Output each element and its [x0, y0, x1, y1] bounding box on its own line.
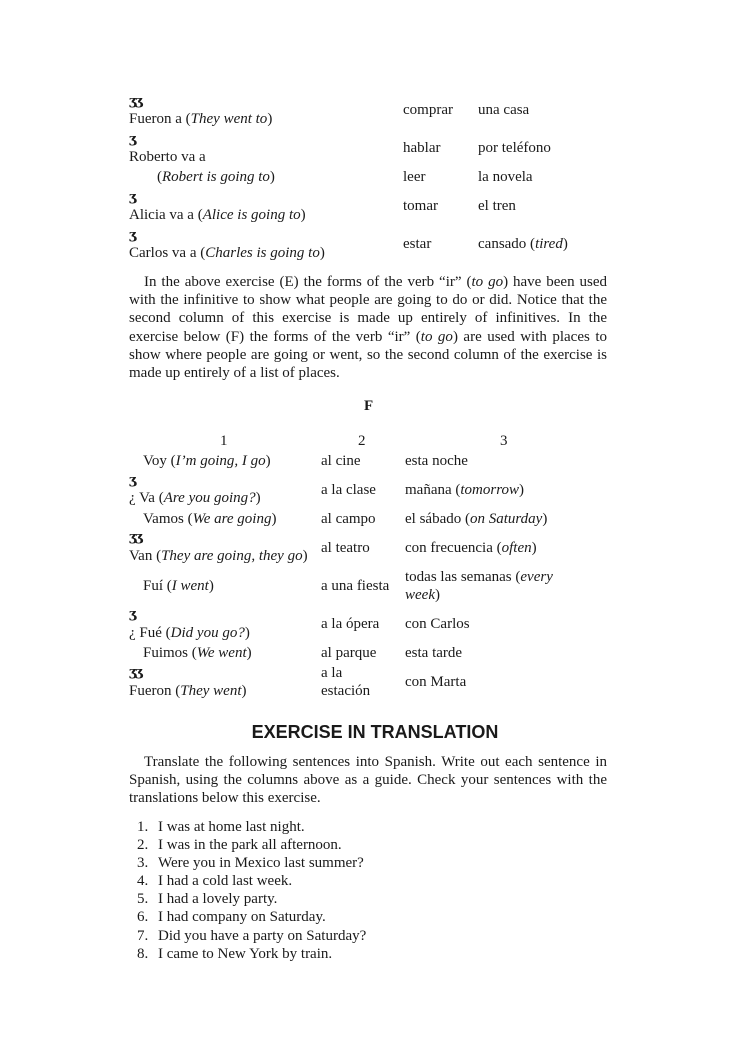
section-heading: EXERCISE IN TRANSLATION [251, 722, 499, 742]
gender-mark: ʒ [129, 132, 136, 147]
sentence-list [137, 818, 366, 963]
column-number: 2 [358, 433, 366, 449]
list-item: 8. I came to New York by train. [137, 945, 333, 962]
list-item: 6. I had company on Saturday. [137, 909, 326, 926]
verb-cell: comprar [403, 102, 453, 118]
place-cell: a la [321, 665, 343, 681]
list-item: 7. Did you have a party on Saturday? [137, 927, 367, 944]
place-cell: a una fiesta [321, 578, 390, 594]
subject-phrase: Fuimos (We went) [143, 645, 252, 661]
time-cell: el sábado (on Saturday) [405, 511, 548, 527]
subject-phrase: Fueron (They went) [129, 683, 247, 699]
subject-phrase: ¿ Fué (Did you go?) [129, 625, 250, 641]
column-number: 3 [500, 433, 508, 449]
verb-cell: hablar [403, 140, 441, 156]
column-number: 1 [220, 433, 228, 449]
list-item: 1. I was at home last night. [137, 819, 305, 835]
section-letter: F [364, 398, 374, 414]
object-cell: cansado (tired) [478, 236, 568, 252]
time-cell: esta tarde [405, 645, 463, 661]
subject-phrase: Fueron a (They went to) [129, 111, 273, 127]
subject-translation: (Robert is going to) [157, 169, 275, 185]
subject-phrase: Roberto va a [129, 149, 206, 165]
verb-cell: tomar [403, 198, 438, 214]
gender-mark: ʒ [129, 473, 136, 488]
verb-cell: estar [403, 236, 432, 252]
list-item: 2. I was in the park all afternoon. [137, 837, 342, 854]
verb-cell: leer [403, 169, 426, 185]
place-cell: a la clase [321, 482, 376, 498]
object-cell: el tren [478, 198, 516, 214]
place-cell: al parque [321, 645, 377, 661]
place-cell: al campo [321, 511, 376, 527]
time-cell-continued: week) [405, 587, 440, 603]
time-cell: con Carlos [405, 616, 470, 632]
gender-mark: ʒʒ [129, 530, 142, 545]
subject-phrase: Carlos va a (Charles is going to) [129, 245, 325, 261]
gender-mark: ʒʒ [129, 94, 142, 109]
gender-mark: ʒ [129, 228, 136, 243]
subject-phrase: ¿ Va (Are you going?) [129, 490, 261, 506]
time-cell: todas las semanas (every [405, 569, 553, 585]
subject-phrase: Vamos (We are going) [143, 511, 277, 527]
subject-phrase: Voy (I’m going, I go) [143, 453, 271, 469]
place-cell-continued: estación [321, 683, 371, 699]
object-cell: la novela [478, 169, 533, 185]
subject-phrase: Fuí (I went) [143, 578, 214, 594]
list-item: 3. Were you in Mexico last summer? [137, 855, 364, 872]
subject-phrase: Van (They are going, they go) [129, 548, 308, 564]
object-cell: una casa [478, 102, 530, 118]
time-cell: mañana (tomorrow) [405, 482, 525, 498]
place-cell: a la ópera [321, 616, 380, 632]
list-item: 5. I had a lovely party. [137, 891, 278, 908]
instructions-paragraph: Translate the following sentences into Spanish. Write out each sentence in Spanish, using the columns above as a guide. Check your sentences with the translations below this exercise. [129, 754, 607, 807]
time-cell: esta noche [405, 453, 468, 469]
place-cell: al teatro [321, 540, 370, 556]
object-cell: por teléfono [478, 140, 551, 156]
time-cell: con frecuencia (often) [405, 540, 537, 556]
time-cell: con Marta [405, 674, 467, 690]
gender-mark: ʒʒ [129, 665, 142, 680]
place-cell: al cine [321, 453, 361, 469]
subject-phrase: Alicia va a (Alice is going to) [129, 207, 306, 223]
gender-mark: ʒ [129, 607, 136, 622]
list-item: 4. I had a cold last week. [137, 873, 293, 890]
gender-mark: ʒ [129, 190, 136, 205]
explanation-paragraph: In the above exercise (E) the forms of the verb “ir” (to go) have been used with the infinitive to show what people are going to do or did. Notice that the second column of this exercise is made up entirely of infinitives. In the exercise below (F) the forms of the verb “ir” (to go) are used with places to show where people are going or went, so the second column of the exercise is made up entirely of a list of places. [129, 274, 608, 382]
